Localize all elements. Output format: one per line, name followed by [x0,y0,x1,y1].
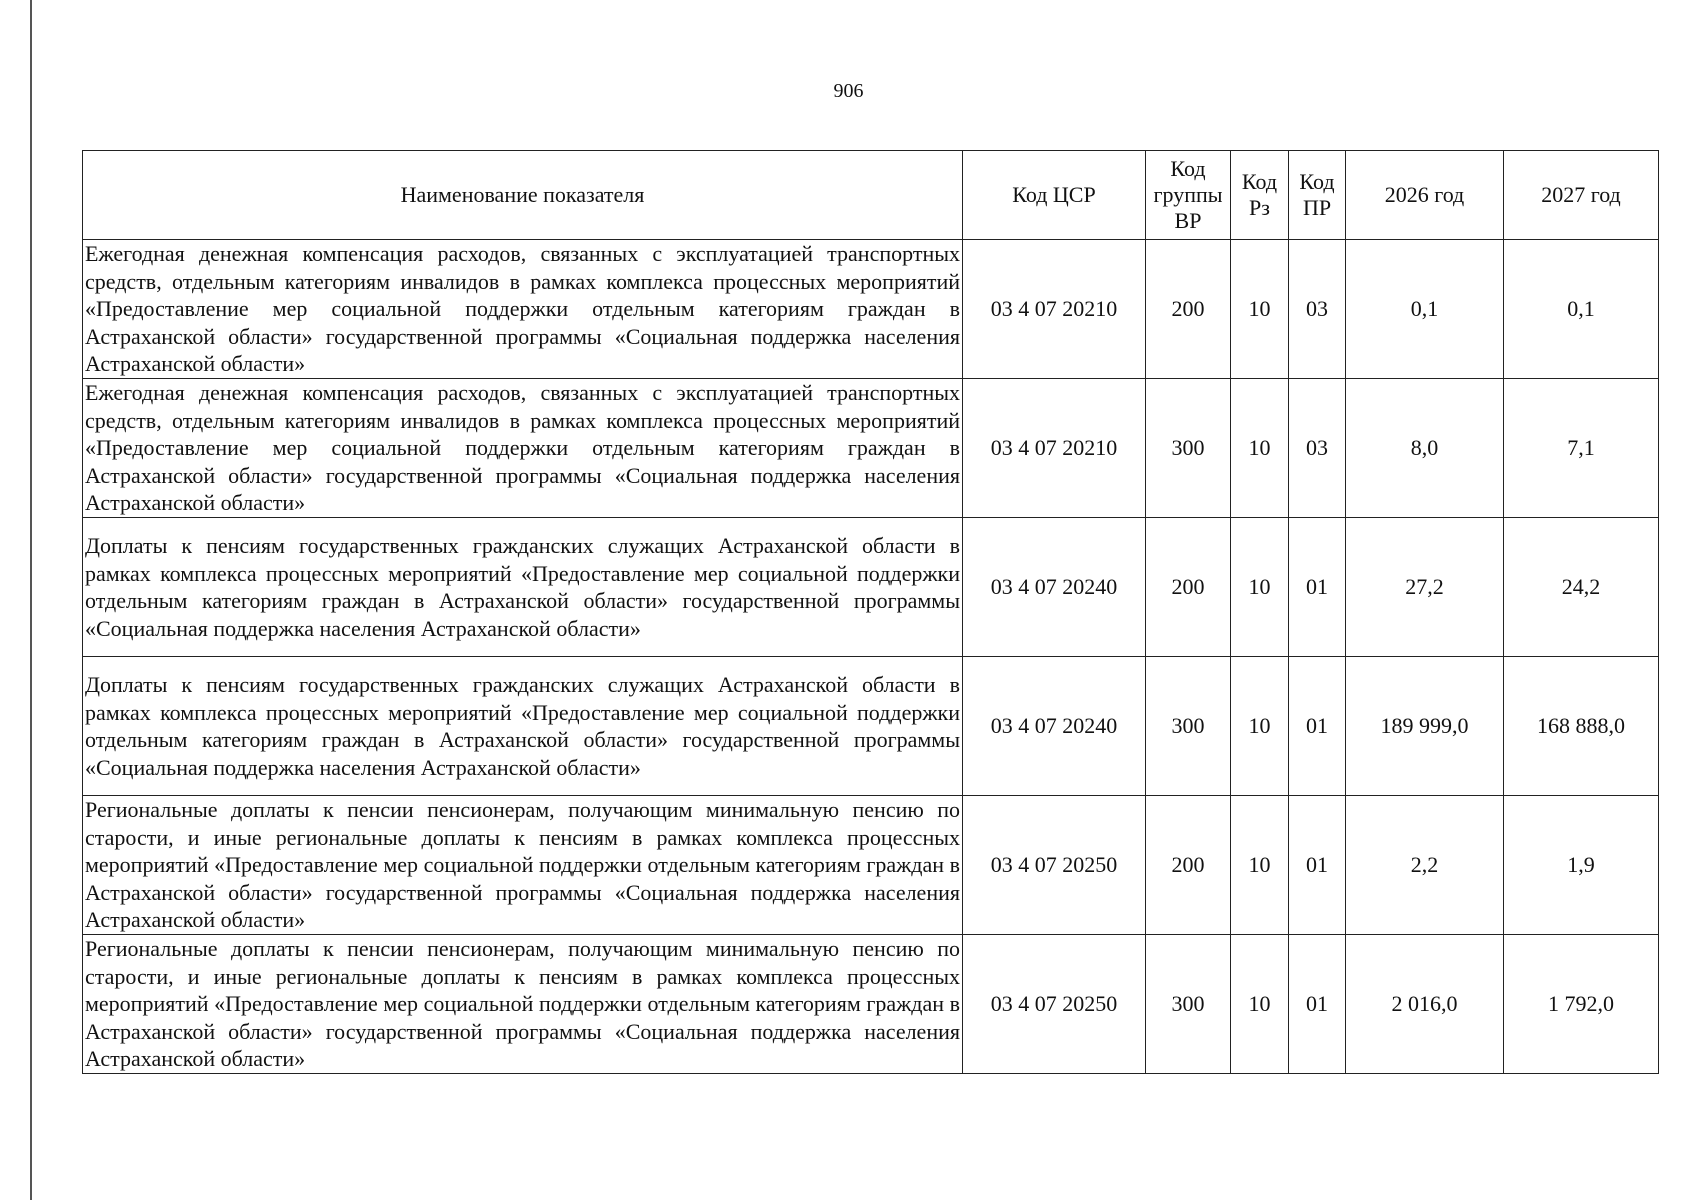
row-value-2026: 2 016,0 [1346,935,1504,1074]
row-vr-code: 200 [1146,796,1231,935]
column-header-2026: 2026 год [1346,151,1504,240]
row-name: Ежегодная денежная компенсация расходов, связанных с эксплуатацией транспортных средств, отдельным категориям инвалидов в рамках комплекса процессных мероприятий «Предоставление мер социальной поддержки отдельным категориям граждан в Астраханской области» государственной программы «Социальная поддержка населения Астраханской области» [83,379,963,518]
row-pr-code: 01 [1289,657,1346,796]
row-csr-code: 03 4 07 20250 [963,935,1146,1074]
table-row [83,379,1659,518]
row-vr-code: 300 [1146,935,1231,1074]
row-rz-code: 10 [1231,935,1289,1074]
row-value-2027: 1 792,0 [1504,935,1659,1074]
row-csr-code: 03 4 07 20250 [963,796,1146,935]
row-csr-code: 03 4 07 20210 [963,240,1146,379]
column-header-vr: Код группы ВР [1146,151,1231,240]
column-header-name: Наименование показателя [83,151,963,240]
row-pr-code: 03 [1289,379,1346,518]
row-pr-code: 01 [1289,518,1346,657]
row-vr-code: 200 [1146,518,1231,657]
column-header-rz: Код Рз [1231,151,1289,240]
column-header-2027: 2027 год [1504,151,1659,240]
row-value-2026: 27,2 [1346,518,1504,657]
row-name: Доплаты к пенсиям государственных гражданских служащих Астраханской области в рамках комплекса процессных мероприятий «Предоставление мер социальной поддержки отдельным категориям граждан в Астраханской области» государственной программы «Социальная поддержка населения Астраханской области» [83,657,963,796]
row-value-2027: 0,1 [1504,240,1659,379]
row-rz-code: 10 [1231,657,1289,796]
column-header-csr: Код ЦСР [963,151,1146,240]
row-value-2026: 2,2 [1346,796,1504,935]
row-value-2026: 189 999,0 [1346,657,1504,796]
row-vr-code: 300 [1146,379,1231,518]
row-vr-code: 200 [1146,240,1231,379]
budget-table [82,150,1659,1074]
table-row [83,935,1659,1074]
row-csr-code: 03 4 07 20240 [963,518,1146,657]
row-value-2027: 1,9 [1504,796,1659,935]
row-name: Доплаты к пенсиям государственных гражданских служащих Астраханской области в рамках комплекса процессных мероприятий «Предоставление мер социальной поддержки отдельным категориям граждан в Астраханской области» государственной программы «Социальная поддержка населения Астраханской области» [83,518,963,657]
row-value-2026: 8,0 [1346,379,1504,518]
row-rz-code: 10 [1231,518,1289,657]
row-value-2026: 0,1 [1346,240,1504,379]
row-rz-code: 10 [1231,796,1289,935]
column-header-pr: Код ПР [1289,151,1346,240]
row-pr-code: 01 [1289,796,1346,935]
table-header-row [83,151,1659,240]
row-csr-code: 03 4 07 20210 [963,379,1146,518]
row-value-2027: 7,1 [1504,379,1659,518]
row-name: Ежегодная денежная компенсация расходов, связанных с эксплуатацией транспортных средств, отдельным категориям инвалидов в рамках комплекса процессных мероприятий «Предоставление мер социальной поддержки отдельным категориям граждан в Астраханской области» государственной программы «Социальная поддержка населения Астраханской области» [83,240,963,379]
table-row [83,657,1659,796]
table-row [83,240,1659,379]
row-value-2027: 24,2 [1504,518,1659,657]
row-vr-code: 300 [1146,657,1231,796]
row-name: Региональные доплаты к пенсии пенсионерам, получающим минимальную пенсию по старости, и иные региональные доплаты к пенсиям в рамках комплекса процессных мероприятий «Предоставление мер социальной поддержки отдельным категориям граждан в Астраханской области» государственной программы «Социальная поддержка населения Астраханской области» [83,796,963,935]
table-row [83,796,1659,935]
row-pr-code: 01 [1289,935,1346,1074]
row-csr-code: 03 4 07 20240 [963,657,1146,796]
row-rz-code: 10 [1231,240,1289,379]
row-pr-code: 03 [1289,240,1346,379]
row-rz-code: 10 [1231,379,1289,518]
page-number: 906 [833,80,864,102]
table-row [83,518,1659,657]
left-margin-rule [30,0,32,1200]
row-name: Региональные доплаты к пенсии пенсионерам, получающим минимальную пенсию по старости, и иные региональные доплаты к пенсиям в рамках комплекса процессных мероприятий «Предоставление мер социальной поддержки отдельным категориям граждан в Астраханской области» государственной программы «Социальная поддержка населения Астраханской области» [83,935,963,1074]
row-value-2027: 168 888,0 [1504,657,1659,796]
